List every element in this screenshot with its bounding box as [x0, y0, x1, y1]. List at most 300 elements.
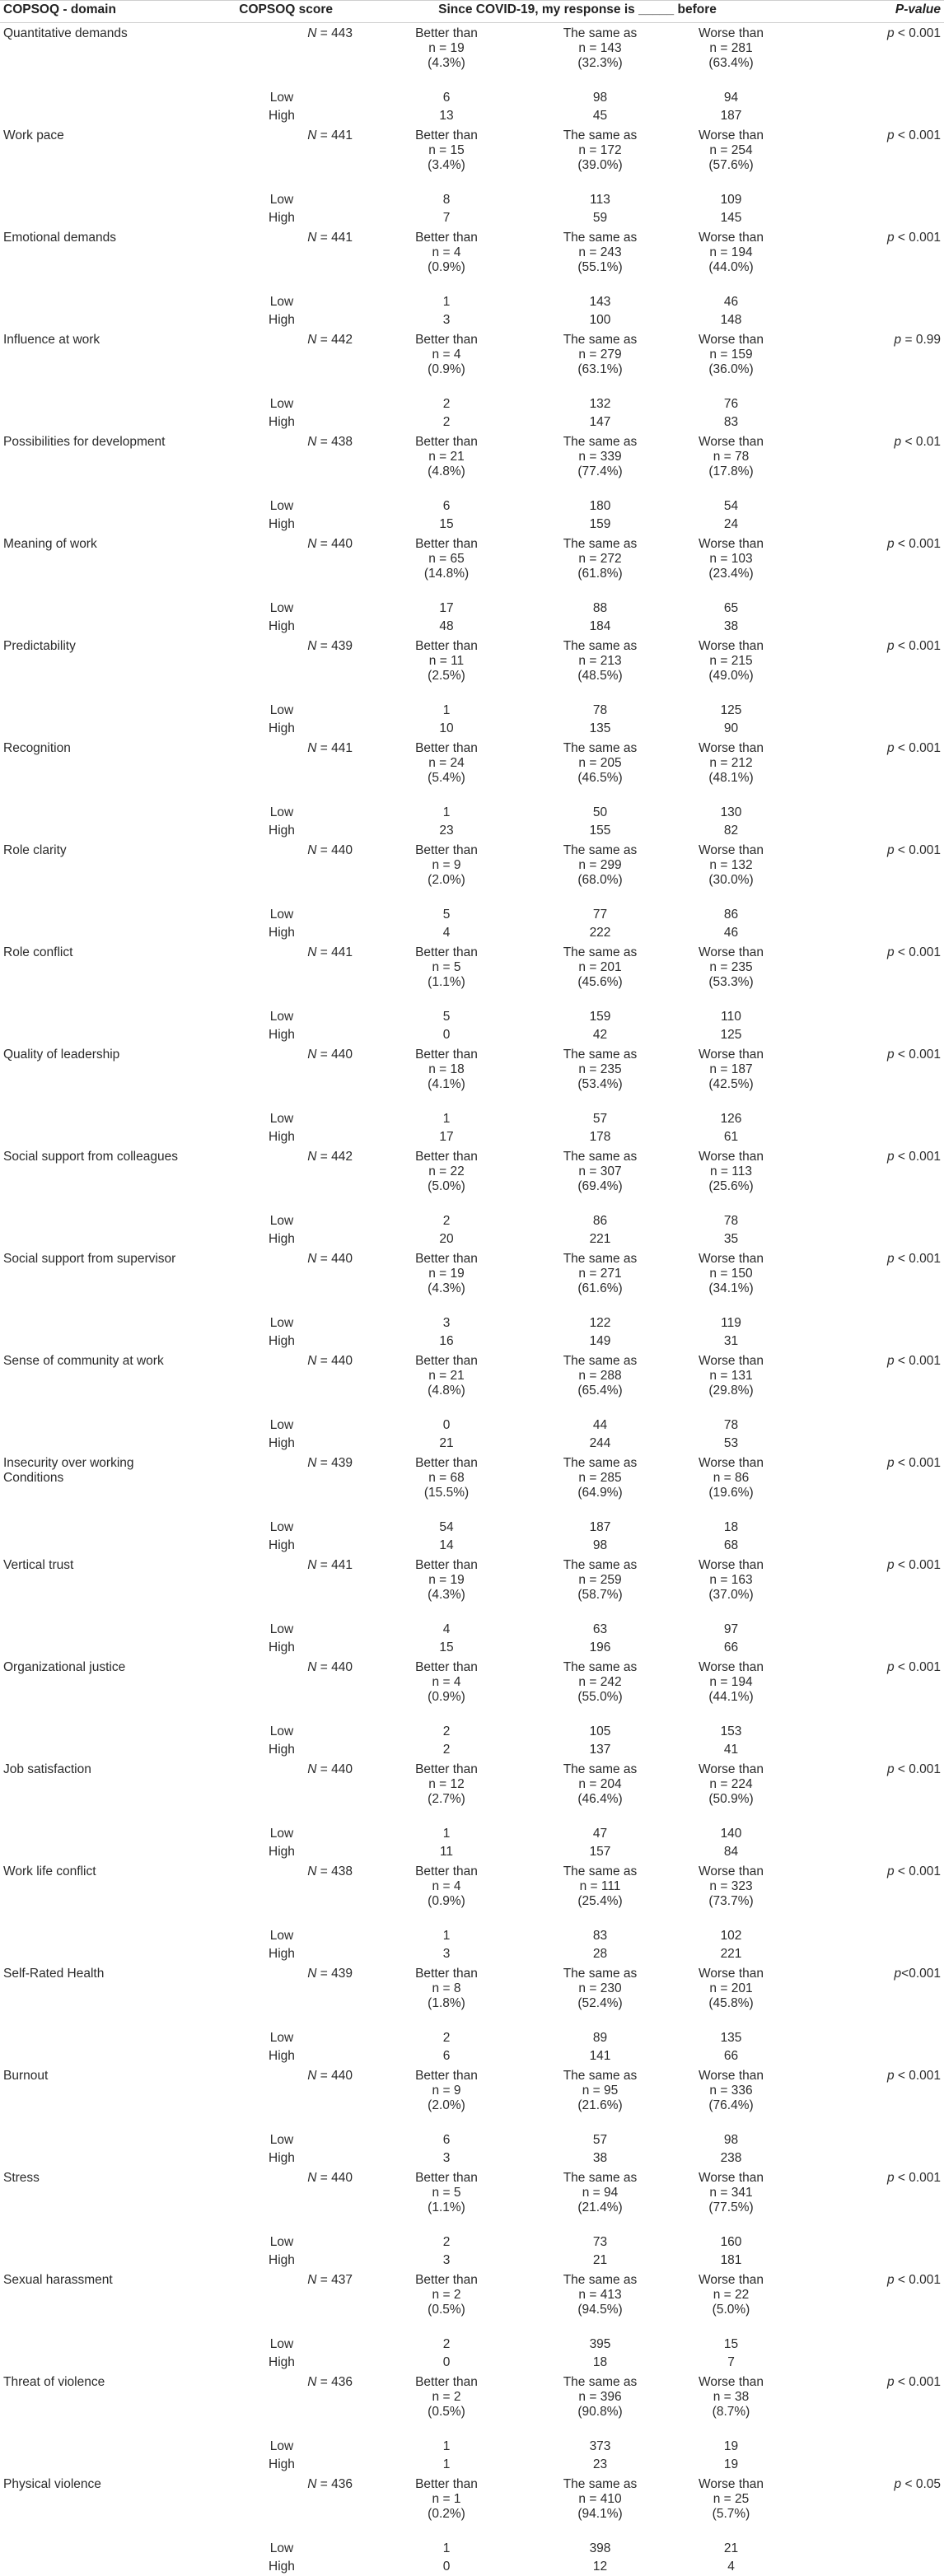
level-label: High — [269, 1946, 295, 1961]
level-label: Low — [269, 2132, 294, 2147]
high-same-count: 141 — [589, 2048, 611, 2063]
empty-cell — [0, 2336, 208, 2354]
low-better-count: 1 — [442, 702, 451, 717]
high-better-count: 15 — [439, 1640, 454, 1654]
table-subrow-high — [0, 1945, 944, 1963]
table-subrow-high — [0, 618, 944, 636]
high-same-count: 147 — [589, 414, 611, 429]
high-same-count: 137 — [589, 1742, 611, 1757]
better-than-cell: Better than n = 19 (4.3%) — [415, 1251, 478, 1295]
domain-name: Sense of community at work — [3, 1353, 164, 1368]
same-as-cell: The same as n = 95 (21.6%) — [563, 2068, 638, 2112]
better-than-cell: Better than n = 4 (0.9%) — [415, 1864, 478, 1908]
p-value: p < 0.001 — [886, 1557, 942, 1572]
empty-cell — [799, 1927, 944, 1945]
worse-than-cell: Worse than n = 194 (44.0%) — [699, 230, 764, 274]
same-as-cell: The same as n = 243 (55.1%) — [563, 230, 638, 274]
high-worse-count: 82 — [723, 823, 739, 838]
table-subrow-high — [0, 107, 944, 125]
level-label: High — [269, 1640, 295, 1654]
low-worse-count: 97 — [723, 1622, 739, 1636]
high-same-count: 23 — [592, 2457, 608, 2471]
high-worse-count: 19 — [723, 2457, 739, 2471]
table-subrow-high — [0, 1128, 944, 1146]
better-than-cell: Better than n = 21 (4.8%) — [415, 434, 478, 478]
worse-than-cell: Worse than n = 235 (53.3%) — [699, 945, 764, 989]
level-label: Low — [269, 2541, 294, 2555]
sample-size: N = 439 — [307, 638, 353, 653]
high-worse-count: 4 — [727, 2559, 735, 2574]
empty-cell — [799, 2354, 944, 2372]
better-than-cell: Better than n = 68 (15.5%) — [415, 1455, 478, 1500]
level-label: Low — [269, 600, 294, 615]
domain-name: Organizational justice — [3, 1659, 126, 1674]
worse-than-cell: Worse than n = 341 (77.5%) — [699, 2170, 764, 2214]
p-value: p < 0.001 — [886, 638, 942, 653]
high-better-count: 0 — [442, 2354, 451, 2369]
high-worse-count: 148 — [720, 312, 742, 327]
low-worse-count: 109 — [720, 192, 742, 207]
table-subrow-low — [0, 702, 944, 720]
empty-cell — [799, 1741, 944, 1759]
low-same-count: 78 — [592, 702, 608, 717]
empty-cell — [799, 2029, 944, 2047]
p-value: p < 0.001 — [886, 2068, 942, 2083]
domain-name: Predictability — [3, 638, 76, 653]
low-same-count: 159 — [589, 1009, 611, 1024]
domain-name: Job satisfaction — [3, 1762, 91, 1776]
empty-cell — [799, 2047, 944, 2065]
same-as-cell: The same as n = 307 (69.4%) — [563, 1149, 638, 1193]
low-better-count: 0 — [442, 1417, 451, 1432]
empty-cell — [799, 600, 944, 618]
table-subrow-low — [0, 1416, 944, 1435]
same-as-cell: The same as n = 94 (21.4%) — [563, 2170, 638, 2214]
low-same-count: 83 — [592, 1928, 608, 1943]
empty-cell — [0, 413, 208, 432]
high-same-count: 42 — [592, 1027, 608, 1042]
table-subrow-high — [0, 924, 944, 942]
table-subrow-low — [0, 804, 944, 822]
header-score: COPSOQ score — [239, 2, 333, 16]
domain-name: Quality of leadership — [3, 1047, 120, 1062]
domain-name: Work life conflict — [3, 1864, 96, 1878]
low-worse-count: 98 — [723, 2132, 739, 2147]
low-worse-count: 119 — [721, 1315, 741, 1330]
low-same-count: 132 — [589, 396, 611, 411]
worse-than-cell: Worse than n = 336 (76.4%) — [699, 2068, 764, 2112]
low-same-count: 44 — [592, 1417, 608, 1432]
high-same-count: 45 — [592, 108, 608, 123]
table-body — [0, 23, 944, 2576]
sample-size: N = 443 — [307, 26, 353, 40]
empty-cell — [0, 209, 208, 227]
table-subrow-low — [0, 1519, 944, 1537]
level-label: Low — [269, 498, 294, 513]
worse-than-cell: Worse than n = 22 (5.0%) — [699, 2272, 764, 2317]
better-than-cell: Better than n = 4 (0.9%) — [415, 230, 478, 274]
low-better-count: 5 — [442, 907, 451, 922]
level-label: Low — [269, 294, 294, 309]
low-same-count: 73 — [592, 2234, 608, 2249]
low-worse-count: 54 — [723, 498, 739, 513]
empty-cell — [799, 395, 944, 413]
domain-name: Social support from supervisor — [3, 1251, 176, 1266]
level-label: Low — [269, 1213, 294, 1228]
high-better-count: 20 — [439, 1231, 454, 1246]
empty-cell — [799, 1212, 944, 1230]
empty-cell — [0, 2540, 208, 2558]
empty-cell — [0, 1332, 208, 1351]
sample-size: N = 441 — [307, 945, 353, 959]
p-value: p < 0.001 — [886, 1455, 942, 1470]
low-worse-count: 86 — [723, 907, 739, 922]
high-better-count: 14 — [439, 1538, 454, 1552]
empty-cell — [0, 1825, 208, 1843]
same-as-cell: The same as n = 111 (25.4%) — [563, 1864, 638, 1908]
empty-cell — [799, 1825, 944, 1843]
sample-size: N = 436 — [307, 2374, 353, 2389]
empty-cell — [799, 1639, 944, 1657]
low-better-count: 6 — [442, 2132, 451, 2147]
level-label: High — [269, 1538, 295, 1552]
table-subrow-high — [0, 2252, 944, 2270]
level-label: High — [269, 1435, 295, 1450]
p-value: p < 0.001 — [886, 2272, 942, 2287]
sample-size: N = 440 — [307, 1047, 353, 1062]
empty-cell — [799, 497, 944, 516]
same-as-cell: The same as n = 271 (61.6%) — [563, 1251, 638, 1295]
low-same-count: 57 — [592, 1111, 608, 1126]
table-subrow-high — [0, 1435, 944, 1453]
domain-name: Quantitative demands — [3, 26, 128, 40]
table-row — [0, 2270, 944, 2336]
table-subrow-high — [0, 516, 944, 534]
empty-cell — [0, 1639, 208, 1657]
low-better-count: 1 — [442, 1826, 451, 1841]
sample-size: N = 440 — [307, 2170, 353, 2185]
level-label: Low — [269, 1417, 294, 1432]
better-than-cell: Better than n = 19 (4.3%) — [415, 26, 478, 70]
sample-size: N = 437 — [307, 2272, 353, 2287]
low-worse-count: 78 — [723, 1213, 739, 1228]
table-subrow-low — [0, 2029, 944, 2047]
header-since: Since COVID-19, my response is _____ before — [438, 2, 717, 16]
low-worse-count: 21 — [723, 2541, 739, 2555]
level-label: High — [269, 2559, 295, 2574]
low-same-count: 187 — [589, 1519, 611, 1534]
low-worse-count: 15 — [723, 2336, 739, 2351]
empty-cell — [0, 1212, 208, 1230]
better-than-cell: Better than n = 22 (5.0%) — [415, 1149, 478, 1193]
low-worse-count: 135 — [720, 2030, 742, 2045]
low-same-count: 86 — [592, 1213, 608, 1228]
low-same-count: 398 — [589, 2541, 611, 2555]
level-label: Low — [269, 1928, 294, 1943]
low-same-count: 143 — [589, 294, 611, 309]
empty-cell — [0, 497, 208, 516]
low-same-count: 98 — [592, 90, 608, 105]
low-better-count: 5 — [442, 1009, 451, 1024]
table-row — [0, 1555, 944, 1621]
worse-than-cell: Worse than n = 38 (8.7%) — [699, 2374, 764, 2419]
level-label: Low — [269, 805, 294, 819]
high-worse-count: 61 — [723, 1129, 739, 1144]
same-as-cell: The same as n = 201 (45.6%) — [563, 945, 638, 989]
empty-cell — [0, 1416, 208, 1435]
worse-than-cell: Worse than n = 254 (57.6%) — [699, 128, 764, 172]
domain-name: Social support from colleagues — [3, 1149, 178, 1164]
better-than-cell: Better than n = 18 (4.1%) — [415, 1047, 478, 1091]
table-row — [0, 2474, 944, 2540]
table-subrow-high — [0, 311, 944, 329]
same-as-cell: The same as n = 339 (77.4%) — [563, 434, 638, 478]
table-row — [0, 942, 944, 1008]
high-same-count: 196 — [589, 1640, 611, 1654]
high-same-count: 12 — [592, 2559, 608, 2574]
better-than-cell: Better than n = 15 (3.4%) — [415, 128, 478, 172]
worse-than-cell: Worse than n = 212 (48.1%) — [699, 740, 764, 785]
level-label: Low — [269, 1519, 294, 1534]
table-subrow-high — [0, 1026, 944, 1044]
better-than-cell: Better than n = 5 (1.1%) — [415, 945, 478, 989]
p-value: p < 0.001 — [886, 536, 942, 551]
p-value: p < 0.001 — [886, 1864, 942, 1878]
empty-cell — [799, 1945, 944, 1963]
empty-cell — [799, 906, 944, 924]
level-label: High — [269, 414, 295, 429]
low-better-count: 4 — [442, 1622, 451, 1636]
low-worse-count: 46 — [723, 294, 739, 309]
domain-name: Burnout — [3, 2068, 49, 2083]
high-better-count: 2 — [442, 414, 451, 429]
empty-cell — [0, 293, 208, 311]
low-worse-count: 18 — [723, 1519, 739, 1534]
table-row — [0, 636, 944, 702]
domain-name: Insecurity over working Conditions — [3, 1455, 134, 1485]
empty-cell — [799, 1519, 944, 1537]
empty-cell — [0, 1128, 208, 1146]
table-row — [0, 534, 944, 600]
better-than-cell: Better than n = 24 (5.4%) — [415, 740, 478, 785]
level-label: High — [269, 1231, 295, 1246]
low-same-count: 89 — [592, 2030, 608, 2045]
empty-cell — [799, 209, 944, 227]
empty-cell — [0, 720, 208, 738]
empty-cell — [0, 2252, 208, 2270]
low-same-count: 47 — [592, 1826, 608, 1841]
level-label: High — [269, 1844, 295, 1859]
high-same-count: 157 — [589, 1844, 611, 1859]
table-subrow-low — [0, 1110, 944, 1128]
high-better-count: 2 — [442, 1742, 451, 1757]
table-row — [0, 1759, 944, 1825]
level-label: Low — [269, 192, 294, 207]
level-label: High — [269, 1742, 295, 1757]
high-better-count: 3 — [442, 312, 451, 327]
table-subrow-high — [0, 413, 944, 432]
empty-cell — [0, 2354, 208, 2372]
sample-size: N = 441 — [307, 1557, 353, 1572]
same-as-cell: The same as n = 205 (46.5%) — [563, 740, 638, 785]
high-worse-count: 181 — [720, 2252, 742, 2267]
empty-cell — [799, 2233, 944, 2252]
low-better-count: 6 — [442, 90, 451, 105]
empty-cell — [0, 395, 208, 413]
empty-cell — [799, 2149, 944, 2168]
table-subrow-low — [0, 1008, 944, 1026]
better-than-cell: Better than n = 5 (1.1%) — [415, 2170, 478, 2214]
high-same-count: 100 — [589, 312, 611, 327]
high-worse-count: 31 — [723, 1333, 739, 1348]
high-same-count: 38 — [592, 2150, 608, 2165]
sample-size: N = 439 — [307, 1966, 353, 1981]
level-label: High — [269, 823, 295, 838]
level-label: High — [269, 1027, 295, 1042]
worse-than-cell: Worse than n = 78 (17.8%) — [699, 434, 764, 478]
low-better-count: 1 — [442, 2541, 451, 2555]
p-value: p = 0.99 — [894, 332, 942, 347]
high-better-count: 6 — [442, 2048, 451, 2063]
table-row — [0, 125, 944, 191]
empty-cell — [799, 311, 944, 329]
empty-cell — [0, 1230, 208, 1248]
table-subrow-high — [0, 2354, 944, 2372]
table-subrow-low — [0, 497, 944, 516]
low-same-count: 373 — [589, 2438, 611, 2453]
sample-size: N = 439 — [307, 1455, 353, 1470]
high-better-count: 7 — [442, 210, 451, 225]
empty-cell — [799, 924, 944, 942]
table-subrow-low — [0, 293, 944, 311]
low-better-count: 8 — [442, 192, 451, 207]
high-same-count: 159 — [589, 516, 611, 531]
level-label: High — [269, 2150, 295, 2165]
low-better-count: 1 — [442, 1928, 451, 1943]
worse-than-cell: Worse than n = 132 (30.0%) — [699, 842, 764, 887]
header-pvalue: P-value — [895, 2, 942, 16]
high-same-count: 155 — [589, 823, 611, 838]
p-value: p < 0.001 — [886, 1762, 942, 1776]
empty-cell — [799, 107, 944, 125]
empty-cell — [0, 702, 208, 720]
empty-cell — [799, 1416, 944, 1435]
better-than-cell: Better than n = 12 (2.7%) — [415, 1762, 478, 1806]
table-row — [0, 432, 944, 497]
better-than-cell: Better than n = 9 (2.0%) — [415, 842, 478, 887]
high-worse-count: 66 — [723, 1640, 739, 1654]
p-value: p < 0.001 — [886, 1149, 942, 1164]
table-subrow-low — [0, 89, 944, 107]
low-worse-count: 94 — [723, 90, 739, 105]
low-same-count: 63 — [592, 1622, 608, 1636]
sample-size: N = 440 — [307, 1353, 353, 1368]
level-label: High — [269, 210, 295, 225]
domain-name: Vertical trust — [3, 1557, 74, 1572]
same-as-cell: The same as n = 204 (46.4%) — [563, 1762, 638, 1806]
table-row — [0, 2372, 944, 2438]
p-value: p < 0.05 — [894, 2476, 942, 2491]
table-subrow-low — [0, 395, 944, 413]
level-label: Low — [269, 1111, 294, 1126]
level-label: Low — [269, 2438, 294, 2453]
empty-cell — [0, 1519, 208, 1537]
table-row — [0, 2065, 944, 2131]
empty-cell — [0, 804, 208, 822]
level-label: Low — [269, 1009, 294, 1024]
worse-than-cell: Worse than n = 150 (34.1%) — [699, 1251, 764, 1295]
empty-cell — [0, 2456, 208, 2474]
low-better-count: 1 — [442, 2438, 451, 2453]
better-than-cell: Better than n = 4 (0.9%) — [415, 332, 478, 376]
same-as-cell: The same as n = 242 (55.0%) — [563, 1659, 638, 1704]
high-same-count: 221 — [589, 1231, 611, 1246]
sample-size: N = 441 — [307, 128, 353, 142]
empty-cell — [0, 1537, 208, 1555]
high-same-count: 244 — [589, 1435, 611, 1450]
domain-name: Threat of violence — [3, 2374, 105, 2389]
table-subrow-low — [0, 1825, 944, 1843]
empty-cell — [0, 1110, 208, 1128]
same-as-cell: The same as n = 279 (63.1%) — [563, 332, 638, 376]
table-row — [0, 1044, 944, 1110]
table-subrow-low — [0, 1314, 944, 1332]
table-subrow-high — [0, 1843, 944, 1861]
level-label: Low — [269, 907, 294, 922]
level-label: High — [269, 2048, 295, 2063]
high-better-count: 16 — [439, 1333, 454, 1348]
table-subrow-low — [0, 1621, 944, 1639]
high-better-count: 17 — [439, 1129, 454, 1144]
low-same-count: 105 — [589, 1724, 611, 1738]
table-subrow-low — [0, 600, 944, 618]
empty-cell — [0, 924, 208, 942]
level-label: Low — [269, 702, 294, 717]
table-subrow-low — [0, 2540, 944, 2558]
table-subrow-low — [0, 2131, 944, 2149]
better-than-cell: Better than n = 19 (4.3%) — [415, 1557, 478, 1602]
low-worse-count: 153 — [720, 1724, 742, 1738]
high-same-count: 18 — [592, 2354, 608, 2369]
p-value: p < 0.001 — [886, 1251, 942, 1266]
high-same-count: 98 — [592, 1538, 608, 1552]
worse-than-cell: Worse than n = 163 (37.0%) — [699, 1557, 764, 1602]
empty-cell — [0, 191, 208, 209]
low-better-count: 3 — [442, 1315, 451, 1330]
low-same-count: 122 — [589, 1315, 611, 1330]
same-as-cell: The same as n = 272 (61.8%) — [563, 536, 638, 581]
empty-cell — [799, 618, 944, 636]
high-same-count: 135 — [589, 721, 611, 735]
low-better-count: 2 — [442, 2030, 451, 2045]
empty-cell — [0, 1945, 208, 1963]
table-row — [0, 1351, 944, 1416]
high-better-count: 4 — [442, 925, 451, 940]
better-than-cell: Better than n = 2 (0.5%) — [415, 2272, 478, 2317]
p-value: p < 0.001 — [886, 842, 942, 857]
high-worse-count: 24 — [723, 516, 739, 531]
low-worse-count: 110 — [721, 1009, 741, 1024]
table-subrow-high — [0, 2149, 944, 2168]
high-worse-count: 41 — [723, 1742, 739, 1757]
table-subrow-low — [0, 906, 944, 924]
domain-name: Work pace — [3, 128, 64, 142]
empty-cell — [0, 2149, 208, 2168]
empty-cell — [0, 311, 208, 329]
empty-cell — [799, 804, 944, 822]
better-than-cell: Better than n = 8 (1.8%) — [415, 1966, 478, 2010]
sample-size: N = 440 — [307, 1659, 353, 1674]
